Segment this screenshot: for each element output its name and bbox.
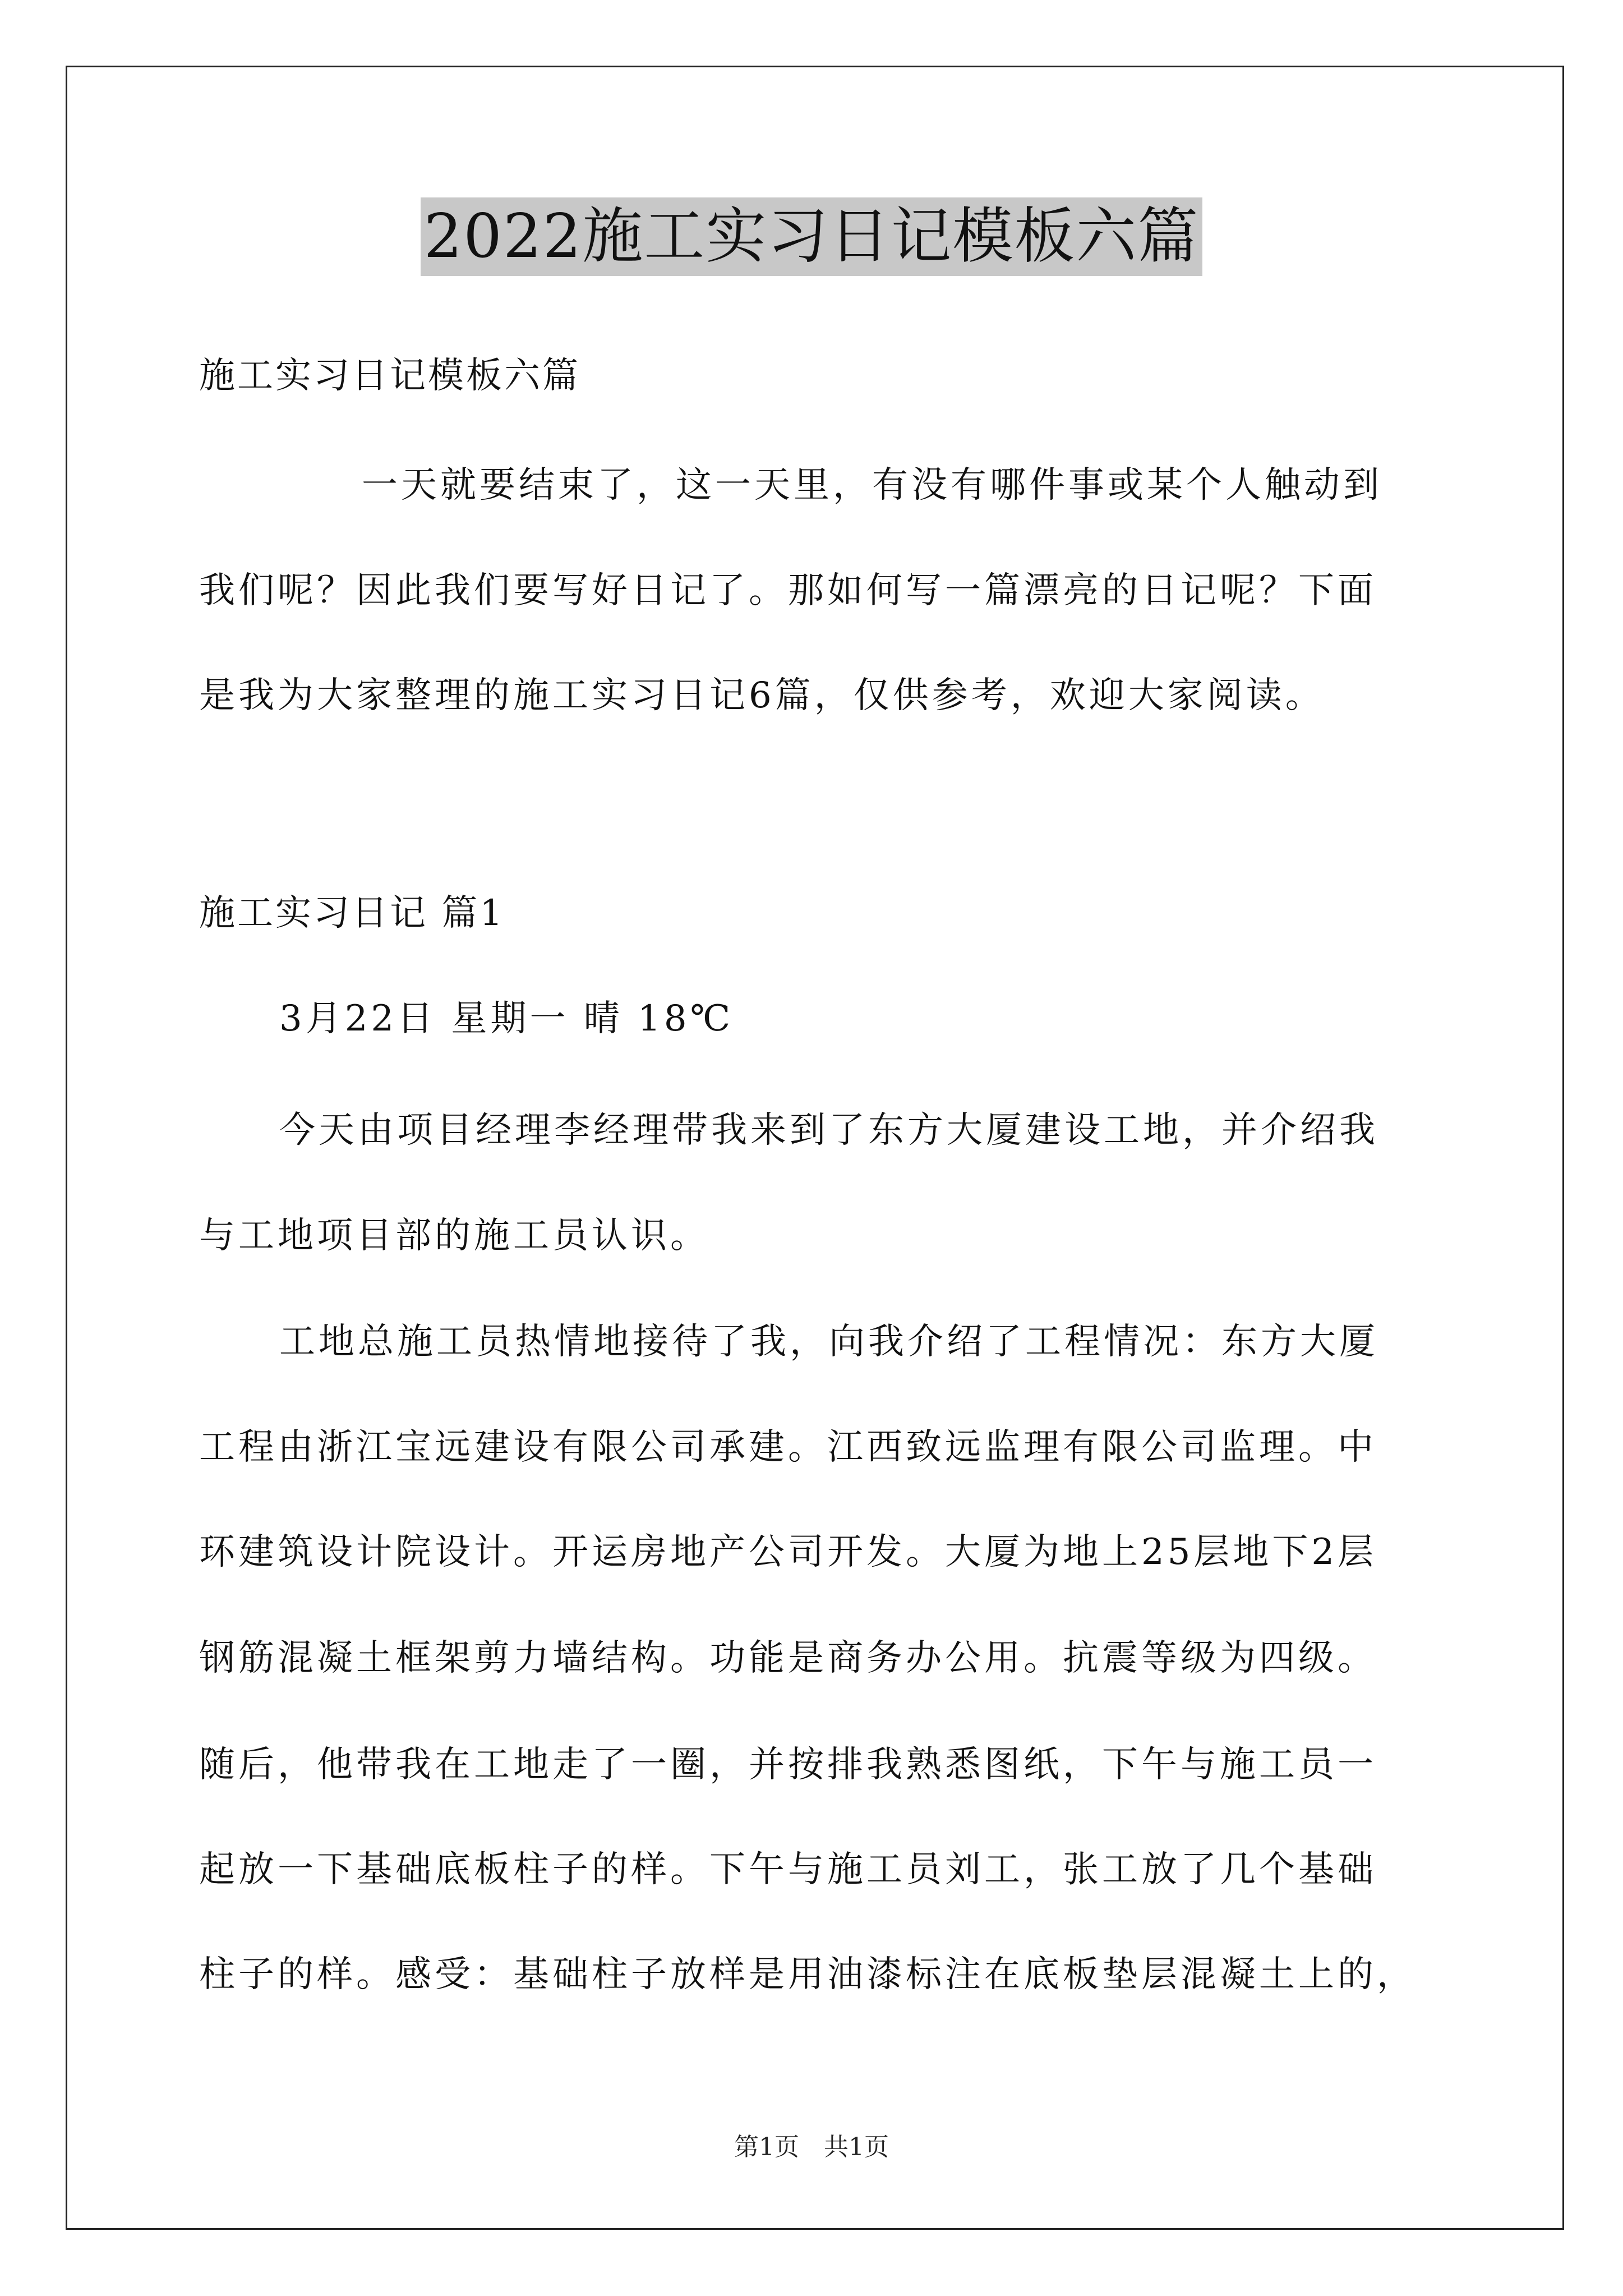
intro-line-3: 是我为大家整理的施工实习日记6篇，仅供参考，欢迎大家阅读。	[199, 675, 1325, 716]
paragraph2-line-5: 随后，他带我在工地走了一圈，并按排我熟悉图纸，下午与施工员一	[199, 1744, 1377, 1786]
page-footer: 第1页 共1页	[734, 2133, 889, 2161]
paragraph2-line-1: 工地总施工员热情地接待了我，向我介绍了工程情况：东方大厦	[279, 1321, 1378, 1363]
paragraph2-line-3: 环建筑设计院设计。开运房地产公司开发。大厦为地上25层地下2层	[199, 1531, 1377, 1573]
paragraph2-line-6: 起放一下基础底板柱子的样。下午与施工员刘工，张工放了几个基础	[199, 1849, 1377, 1890]
paragraph1-line-1: 今天由项目经理李经理带我来到了东方大厦建设工地，并介绍我	[279, 1110, 1378, 1151]
paragraph2-line-7: 柱子的样。感受：基础柱子放样是用油漆标注在底板垫层混凝土上的，	[199, 1954, 1416, 1995]
paragraph2-line-2: 工程由浙江宝远建设有限公司承建。江西致远监理有限公司监理。中	[199, 1427, 1377, 1468]
intro-line-2: 我们呢？因此我们要写好日记了。那如何写一篇漂亮的日记呢？下面	[199, 570, 1377, 611]
title-container	[0, 197, 1623, 276]
paragraph2-line-4: 钢筋混凝土框架剪力墙结构。功能是商务办公用。抗震等级为四级。	[199, 1637, 1377, 1679]
intro-line-1: 一天就要结束了，这一天里，有没有哪件事或某个人触动到	[362, 464, 1382, 506]
document-title: 2022施工实习日记模板六篇	[421, 197, 1203, 276]
paragraph1-line-2: 与工地项目部的施工员认识。	[199, 1215, 709, 1257]
section-heading: 施工实习日记 篇1	[199, 892, 505, 934]
document-subtitle: 施工实习日记模板六篇	[199, 355, 580, 397]
date-line: 3月22日 星期一 晴 18℃	[279, 998, 734, 1039]
